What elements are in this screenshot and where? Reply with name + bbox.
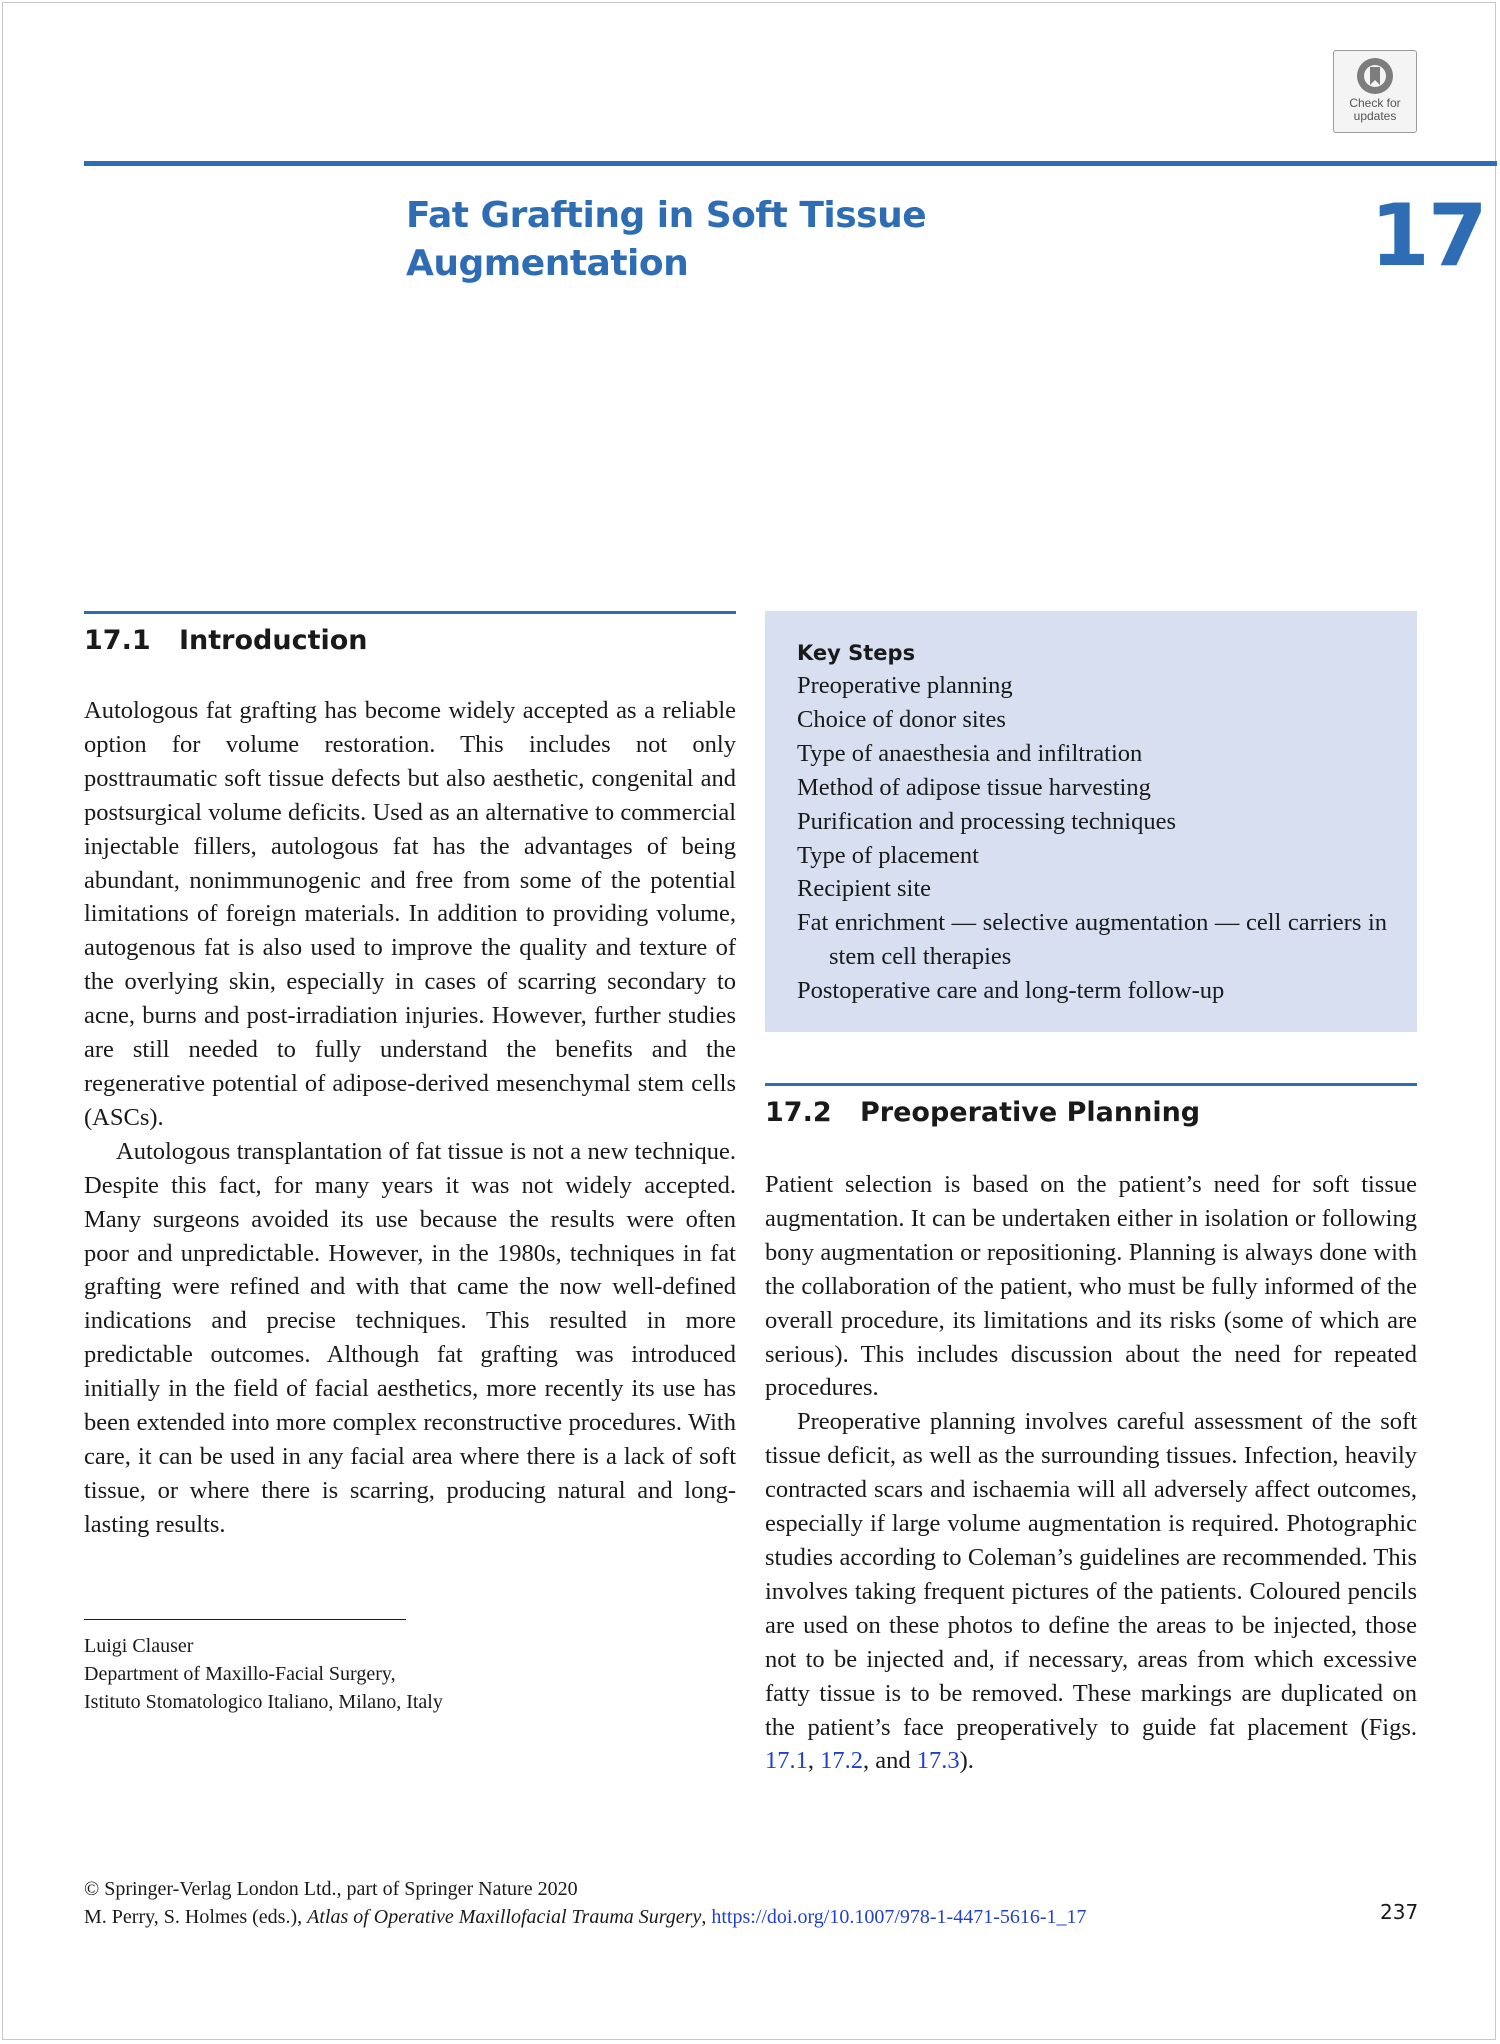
key-step-item: Choice of donor sites bbox=[797, 705, 1006, 733]
chapter-title bbox=[406, 192, 1106, 288]
section2-body bbox=[765, 1168, 1417, 1778]
section1-paragraph-1: Autologous fat grafting has become widely accepted as a reliable option for volume restoration. This includes not only posttraumatic soft tissue defects but also aesthetic, congenital and postsurgical volume deficits. Used as an alternative to commercial injectable fillers, autologous fat has the advantages of being abundant, nonimmunogenic and free from some of the potential limitations of foreign materials. In addition to providing volume, autogenous fat is also used to improve the quality and texture of the overlying skin, especially in cases of scarring secondary to acne, burns and post-irradiation injuries. However, further studies are still needed to fully understand the benefits and the regenerative potential of adipose-derived mesenchymal stem cells (ASCs). bbox=[84, 697, 736, 1131]
section1-title: Introduction bbox=[179, 625, 368, 656]
author-institution: Istituto Stomatologico Italiano, Milano, Italy bbox=[84, 1691, 443, 1713]
check-for-updates-badge[interactable] bbox=[1333, 50, 1417, 133]
section2-title: Preoperative Planning bbox=[860, 1097, 1201, 1128]
author-name: Luigi Clauser bbox=[84, 1635, 194, 1657]
key-steps-title: Key Steps bbox=[797, 641, 916, 665]
key-step-item: Type of anaesthesia and infiltration bbox=[797, 739, 1143, 767]
bookmark-icon bbox=[1355, 56, 1395, 96]
header-rule bbox=[84, 161, 1497, 166]
section1-paragraph-2: Autologous transplantation of fat tissue is not a new technique. Despite this fact, for many years it was not widely accepted. Many surgeons avoided its use because the results were often poor and unpredictable. However, in the 1980s, techniques in fat grafting were refined and with that came the now well-defined indications and precise techniques. This resulted in more predictable outcomes. Although fat grafting was introduced initially in the field of facial aesthetics, more recently its use has been extended into more complex reconstructive procedures. With care, it can be used in any facial area where there is a lack of soft tissue, or where there is scarring, producing natural and long-lasting results. bbox=[84, 1137, 736, 1538]
comma: , bbox=[701, 1906, 712, 1928]
section2-paragraph-2-text: Preoperative planning involves careful assessment of the soft tissue deficit, as well as the surrounding tissues. Infection, heavily contracted scars and ischaemia will all adversely affect outcomes, especially if large volume augmentation is required. Photographic studies according to Coleman’s guidelines are recommended. This involves taking frequent pictures of the patients. Coloured pencils are used on these photos to define the areas to be injected, those not to be injected and, if necessary, areas from which excessive fatty tissue is to be removed. These markings are duplicated on the patient’s face preoperatively to guide fat placement (Figs. bbox=[765, 1408, 1417, 1741]
separator: , and bbox=[863, 1747, 917, 1775]
book-title: Atlas of Operative Maxillofacial Trauma Surgery bbox=[307, 1906, 702, 1928]
chapter-title-line1: Fat Grafting in Soft Tissue bbox=[406, 195, 927, 236]
section1-rule bbox=[84, 611, 736, 614]
chapter-title-line2: Augmentation bbox=[406, 243, 689, 284]
page-footer bbox=[84, 1875, 1087, 1931]
key-step-item: Postoperative care and long-term follow-up bbox=[797, 977, 1225, 1005]
editors: M. Perry, S. Holmes (eds.), bbox=[84, 1906, 308, 1928]
section1-body bbox=[84, 694, 736, 1542]
section2-paragraph-1: Patient selection is based on the patient’s need for soft tissue augmentation. It can be undertaken either in isolation or following bony augmentation or repositioning. Planning is always done with the collaboration of the patient, who must be fully informed of the overall procedure, its limitations and its risks (some of which are serious). This includes discussion about the need for repeated procedures. bbox=[765, 1171, 1417, 1402]
badge-line1: Check for bbox=[1349, 96, 1401, 110]
section2-rule bbox=[765, 1083, 1417, 1086]
paragraph-end: ). bbox=[959, 1747, 974, 1775]
figure-link-17-3[interactable]: 17.3 bbox=[916, 1747, 960, 1775]
key-step-item: Preoperative planning bbox=[797, 672, 1013, 699]
key-step-item: Purification and processing techniques bbox=[797, 807, 1176, 835]
key-step-item: Recipient site bbox=[797, 875, 932, 903]
badge-line2: updates bbox=[1353, 109, 1397, 123]
author-department: Department of Maxillo-Facial Surgery, bbox=[84, 1663, 396, 1685]
doi-link[interactable]: https://doi.org/10.1007/978-1-4471-5616-1_17 bbox=[711, 1906, 1087, 1928]
key-step-item: Fat enrichment — selective augmentation — cell carriers in stem cell therapies bbox=[797, 909, 1387, 971]
key-step-item: Method of adipose tissue harvesting bbox=[797, 773, 1151, 801]
chapter-number: 17 bbox=[1370, 186, 1486, 286]
key-step-item: Type of placement bbox=[797, 841, 979, 869]
section2-heading bbox=[765, 1096, 1200, 1130]
footnote-rule bbox=[84, 1619, 406, 1620]
separator: , bbox=[807, 1747, 821, 1775]
citation-line bbox=[84, 1903, 1087, 1931]
author-footnote bbox=[84, 1632, 443, 1716]
copyright-line: © Springer-Verlag London Ltd., part of Springer Nature 2020 bbox=[84, 1878, 578, 1900]
section2-number: 17.2 bbox=[765, 1097, 832, 1128]
figure-link-17-2[interactable]: 17.2 bbox=[820, 1747, 863, 1775]
section2-paragraph-2 bbox=[765, 1405, 1417, 1778]
key-steps-list bbox=[797, 669, 1387, 1008]
page-number: 237 bbox=[1380, 1900, 1419, 1924]
figure-link-17-1[interactable]: 17.1 bbox=[765, 1747, 808, 1775]
section1-number: 17.1 bbox=[84, 625, 151, 656]
section1-heading bbox=[84, 624, 368, 658]
